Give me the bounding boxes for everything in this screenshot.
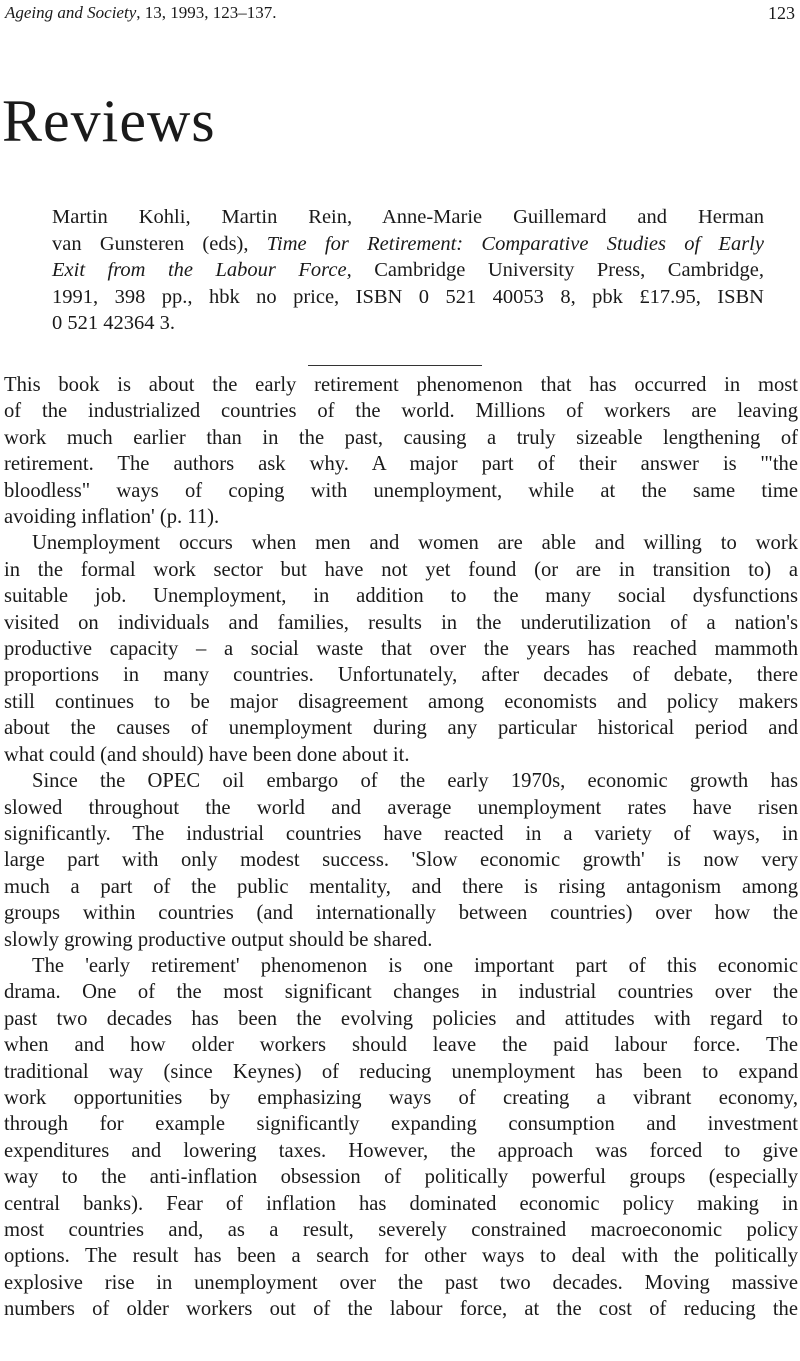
body-line: explosive rise in unemployment over the past two decades. Moving massive [4, 1271, 798, 1294]
body-line: when and how older workers should leave the paid labour force. The [4, 1034, 798, 1057]
running-head [5, 0, 795, 26]
citation-line [52, 231, 764, 258]
review-citation [52, 204, 764, 337]
section-title: Reviews [2, 88, 216, 154]
page-number: 123 [768, 3, 795, 23]
journal-name: Ageing and Society [5, 3, 137, 22]
body-line: work opportunities by emphasizing ways of creating a vibrant economy, [4, 1086, 798, 1109]
citation-line: 0 521 42364 3. [52, 312, 175, 334]
body-line: productive capacity – a social waste that over the years has reached mammoth [4, 638, 798, 661]
body-line: way to the anti-inflation obsession of politically powerful groups (especially [4, 1166, 798, 1189]
body-line: central banks). Fear of inflation has dominated economic policy making in [4, 1192, 798, 1215]
section-divider [308, 365, 482, 366]
body-line: Since the OPEC oil embargo of the early 1970s, economic growth has [32, 770, 798, 793]
body-line: past two decades has been the evolving policies and attitudes with regard to [4, 1007, 798, 1030]
body-paragraph [4, 768, 798, 953]
body-line: Unemployment occurs when men and women are able and willing to work [32, 532, 798, 555]
journal-details: , 13, 1993, 123–137. [136, 3, 277, 22]
body-paragraph [4, 530, 798, 768]
review-body [4, 372, 798, 1323]
body-line: large part with only modest success. 'Slow economic growth' is now very [4, 849, 798, 872]
citation-line: 1991, 398 pp., hbk no price, ISBN 0 521 40053 8, pbk £17.95, ISBN [52, 285, 764, 308]
citation-publisher: Cambridge University Press, Cambridge, [351, 259, 764, 281]
body-line: work much earlier than in the past, causing a truly sizeable lengthening of [4, 426, 798, 449]
body-line: much a part of the public mentality, and there is rising antagonism among [4, 875, 798, 898]
body-line: in the formal work sector but have not yet found (or are in transition to) a [4, 558, 798, 581]
body-line: retirement. The authors ask why. A major part of their answer is '"the [4, 453, 798, 476]
body-paragraph [4, 372, 798, 530]
body-paragraph [4, 953, 798, 1323]
body-line: about the causes of unemployment during any particular historical period and [4, 717, 798, 740]
body-line: expenditures and lowering taxes. However, the approach was forced to give [4, 1139, 798, 1162]
body-line: numbers of older workers out of the labour force, at the cost of reducing the [4, 1298, 798, 1321]
body-line: traditional way (since Keynes) of reducing unemployment has been to expand [4, 1060, 798, 1083]
book-title-part2: Exit from the Labour Force, [52, 259, 352, 281]
body-line: proportions in many countries. Unfortunately, after decades of debate, there [4, 664, 798, 687]
body-line: suitable job. Unemployment, in addition to the many social dysfunctions [4, 585, 798, 608]
body-line: what could (and should) have been done about it. [4, 743, 410, 766]
body-line: still continues to be major disagreement among economists and policy makers [4, 690, 798, 713]
body-line: significantly. The industrial countries have reacted in a variety of ways, in [4, 822, 798, 845]
body-line: avoiding inflation' (p. 11). [4, 506, 220, 529]
body-line: options. The result has been a search for other ways to deal with the politically [4, 1245, 798, 1268]
body-line: slowed throughout the world and average unemployment rates have risen [4, 796, 798, 819]
body-line: drama. One of the most significant changes in industrial countries over the [4, 981, 798, 1004]
body-line: This book is about the early retirement phenomenon that has occurred in most [4, 374, 798, 396]
body-line: most countries and, as a result, severely constrained macroeconomic policy [4, 1219, 798, 1241]
body-line: visited on individuals and families, results in the underutilization of a nation's [4, 611, 798, 634]
body-line: The 'early retirement' phenomenon is one important part of this economic [32, 954, 798, 977]
body-line: groups within countries (and internationally between countries) over how the [4, 902, 798, 925]
body-line: slowly growing productive output should be shared. [4, 928, 433, 951]
citation-line: Martin Kohli, Martin Rein, Anne-Marie Guillemard and Herman [52, 206, 764, 228]
body-line: through for example significantly expanding consumption and investment [4, 1113, 798, 1136]
body-line: bloodless" ways of coping with unemployment, while at the same time [4, 479, 798, 502]
body-line: of the industrialized countries of the world. Millions of workers are leaving [4, 400, 798, 423]
citation-editors-tail: van Gunsteren (eds), [52, 232, 267, 255]
book-title-part1: Time for Retirement: Comparative Studies of Early [266, 232, 764, 255]
citation-line [52, 257, 764, 284]
